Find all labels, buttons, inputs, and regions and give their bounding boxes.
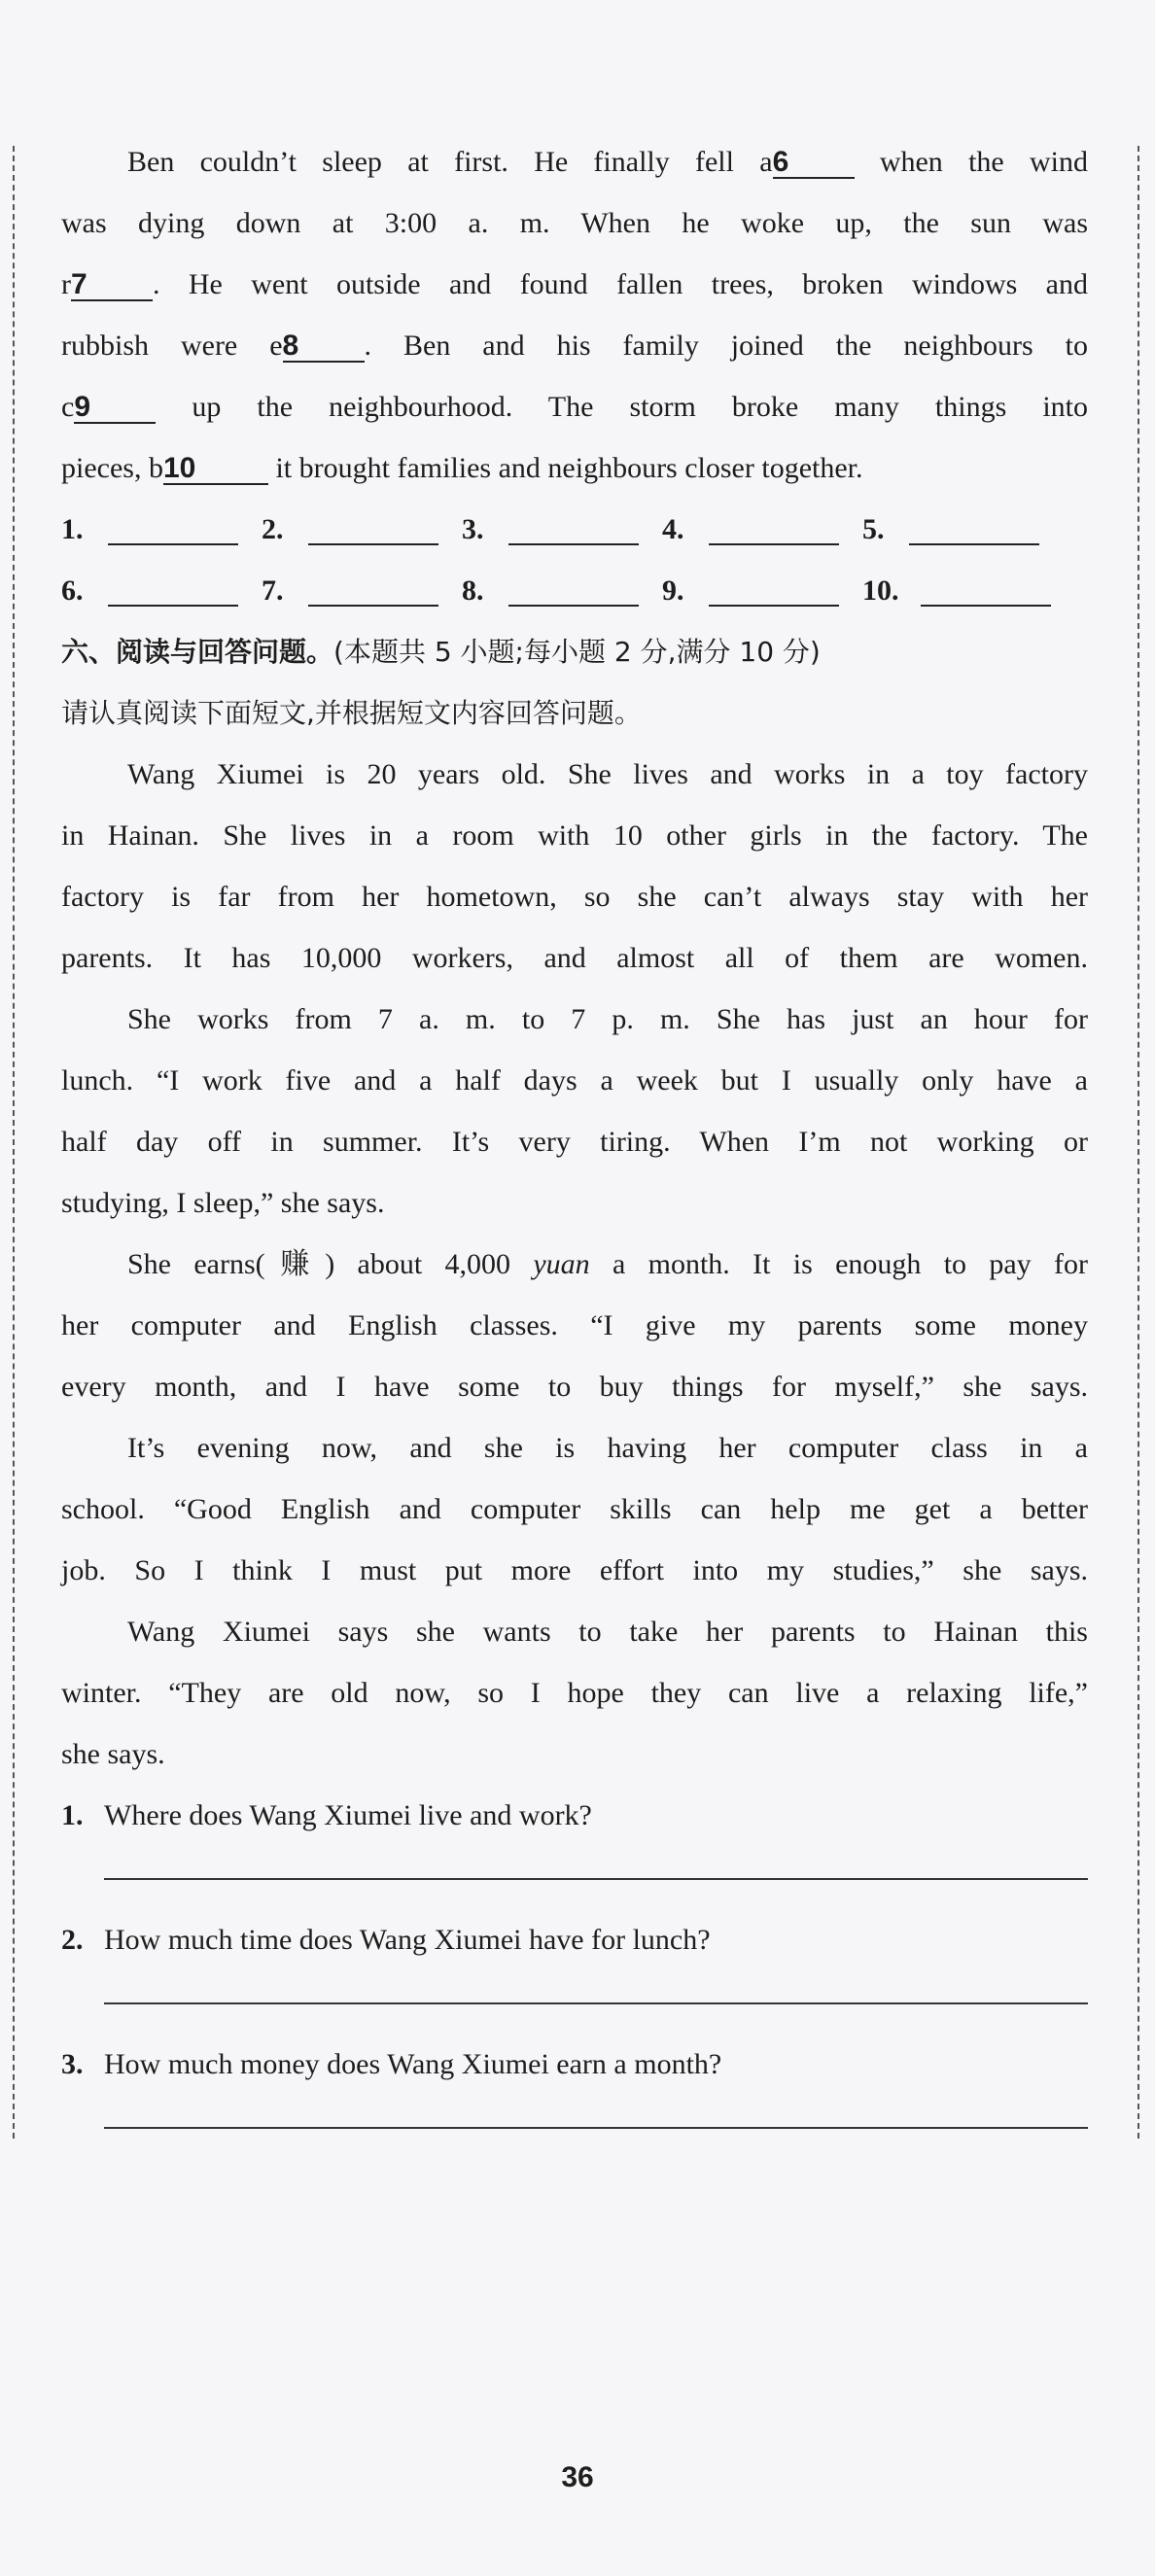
left-dashed-border: [13, 146, 15, 2139]
passage-line: every month, and I have some to buy things for myself,” she says.: [61, 1371, 1088, 1403]
passage-line: in Hainan. She lives in a room with 10 other girls in the factory. The: [61, 819, 1088, 852]
question-1: 1. Where does Wang Xiumei live and work?: [61, 1799, 592, 1831]
answer-blank[interactable]: [108, 514, 238, 545]
reading-passage: [61, 744, 1088, 1785]
blank-9[interactable]: 9: [74, 393, 156, 424]
answer-item: 2.: [262, 499, 462, 560]
passage-line: She works from 7 a. m. to 7 p. m. She has just an hour for: [127, 1003, 1088, 1035]
page-number: 36: [561, 2461, 594, 2493]
passage-line: Wang Xiumei says she wants to take her parents to Hainan this: [127, 1616, 1088, 1648]
passage-line: c9 up the neighbourhood. The storm broke many things into: [61, 391, 1088, 423]
passage-line: she says.: [61, 1738, 165, 1770]
passage-line: job. So I think I must put more effort into my studies,” she says.: [61, 1554, 1088, 1586]
answer-blank[interactable]: [308, 514, 438, 545]
passage-line: Wang Xiumei is 20 years old. She lives and works in a toy factory: [127, 758, 1088, 790]
blank-8[interactable]: 8: [283, 331, 365, 363]
passage-line: half day off in summer. It’s very tiring. When I’m not working or: [61, 1126, 1088, 1158]
question-3: 3. How much money does Wang Xiumei earn a month?: [61, 2048, 722, 2080]
answer-item: 7.: [262, 560, 462, 621]
answer-blank[interactable]: [921, 575, 1051, 607]
passage-line: winter. “They are old now, so I hope they can live a relaxing life,”: [61, 1677, 1088, 1709]
answer-blank[interactable]: [709, 575, 839, 607]
blank-7[interactable]: 7: [71, 270, 153, 301]
question-2: 2. How much time does Wang Xiumei have for lunch?: [61, 1924, 711, 1956]
passage-line: was dying down at 3:00 a. m. When he woke up, the sun was: [61, 207, 1088, 239]
passage-line: lunch. “I work five and a half days a week but I usually only have a: [61, 1064, 1088, 1097]
answer-blank[interactable]: [709, 514, 839, 545]
passage-line: school. “Good English and computer skills can help me get a better: [61, 1493, 1088, 1525]
answer-item: 10.: [862, 560, 1063, 621]
answer-item: 4.: [662, 499, 862, 560]
cloze-passage: [61, 131, 1088, 499]
passage-line: She earns(赚) about 4,000 yuan a month. It is enough to pay for: [127, 1248, 1088, 1280]
blank-6[interactable]: 6: [773, 148, 855, 179]
passage-line: pieces, b10 it brought families and neighbours closer together.: [61, 452, 863, 484]
answer-row-1: [61, 499, 1088, 560]
section-instruction: 请认真阅读下面短文,并根据短文内容回答问题。: [61, 697, 642, 729]
passage-line: studying, I sleep,” she says.: [61, 1187, 385, 1219]
section-heading: 六、阅读与回答问题。(本题共 5 小题;每小题 2 分,满分 10 分): [61, 636, 821, 668]
right-dashed-border: [1138, 146, 1139, 2139]
answer-item: 6.: [61, 560, 262, 621]
answer-item: 5.: [862, 499, 1063, 560]
answer-item: 3.: [462, 499, 662, 560]
answer-item: 9.: [662, 560, 862, 621]
passage-line: factory is far from her hometown, so she can’t always stay with her: [61, 881, 1088, 913]
answer-blank[interactable]: [909, 514, 1039, 545]
blank-10[interactable]: 10: [163, 454, 268, 485]
passage-line: parents. It has 10,000 workers, and almost all of them are women.: [61, 942, 1088, 974]
passage-line: r7 . He went outside and found fallen trees, broken windows and: [61, 268, 1088, 300]
passage-line: Ben couldn’t sleep at first. He finally fell a6 when the wind: [127, 146, 1088, 178]
answer-blank[interactable]: [108, 575, 238, 607]
answer-item: 8.: [462, 560, 662, 621]
passage-line: It’s evening now, and she is having her computer class in a: [127, 1432, 1088, 1464]
passage-line: her computer and English classes. “I give my parents some money: [61, 1309, 1088, 1341]
answer-blank[interactable]: [508, 575, 639, 607]
questions: [61, 1785, 1088, 2129]
answer-blank[interactable]: [308, 575, 438, 607]
answer-row-2: [61, 560, 1088, 621]
passage-line: rubbish were e8 . Ben and his family joined the neighbours to: [61, 330, 1088, 362]
answer-item: 1.: [61, 499, 262, 560]
answer-blank[interactable]: [508, 514, 639, 545]
page-content: [61, 131, 1088, 2158]
